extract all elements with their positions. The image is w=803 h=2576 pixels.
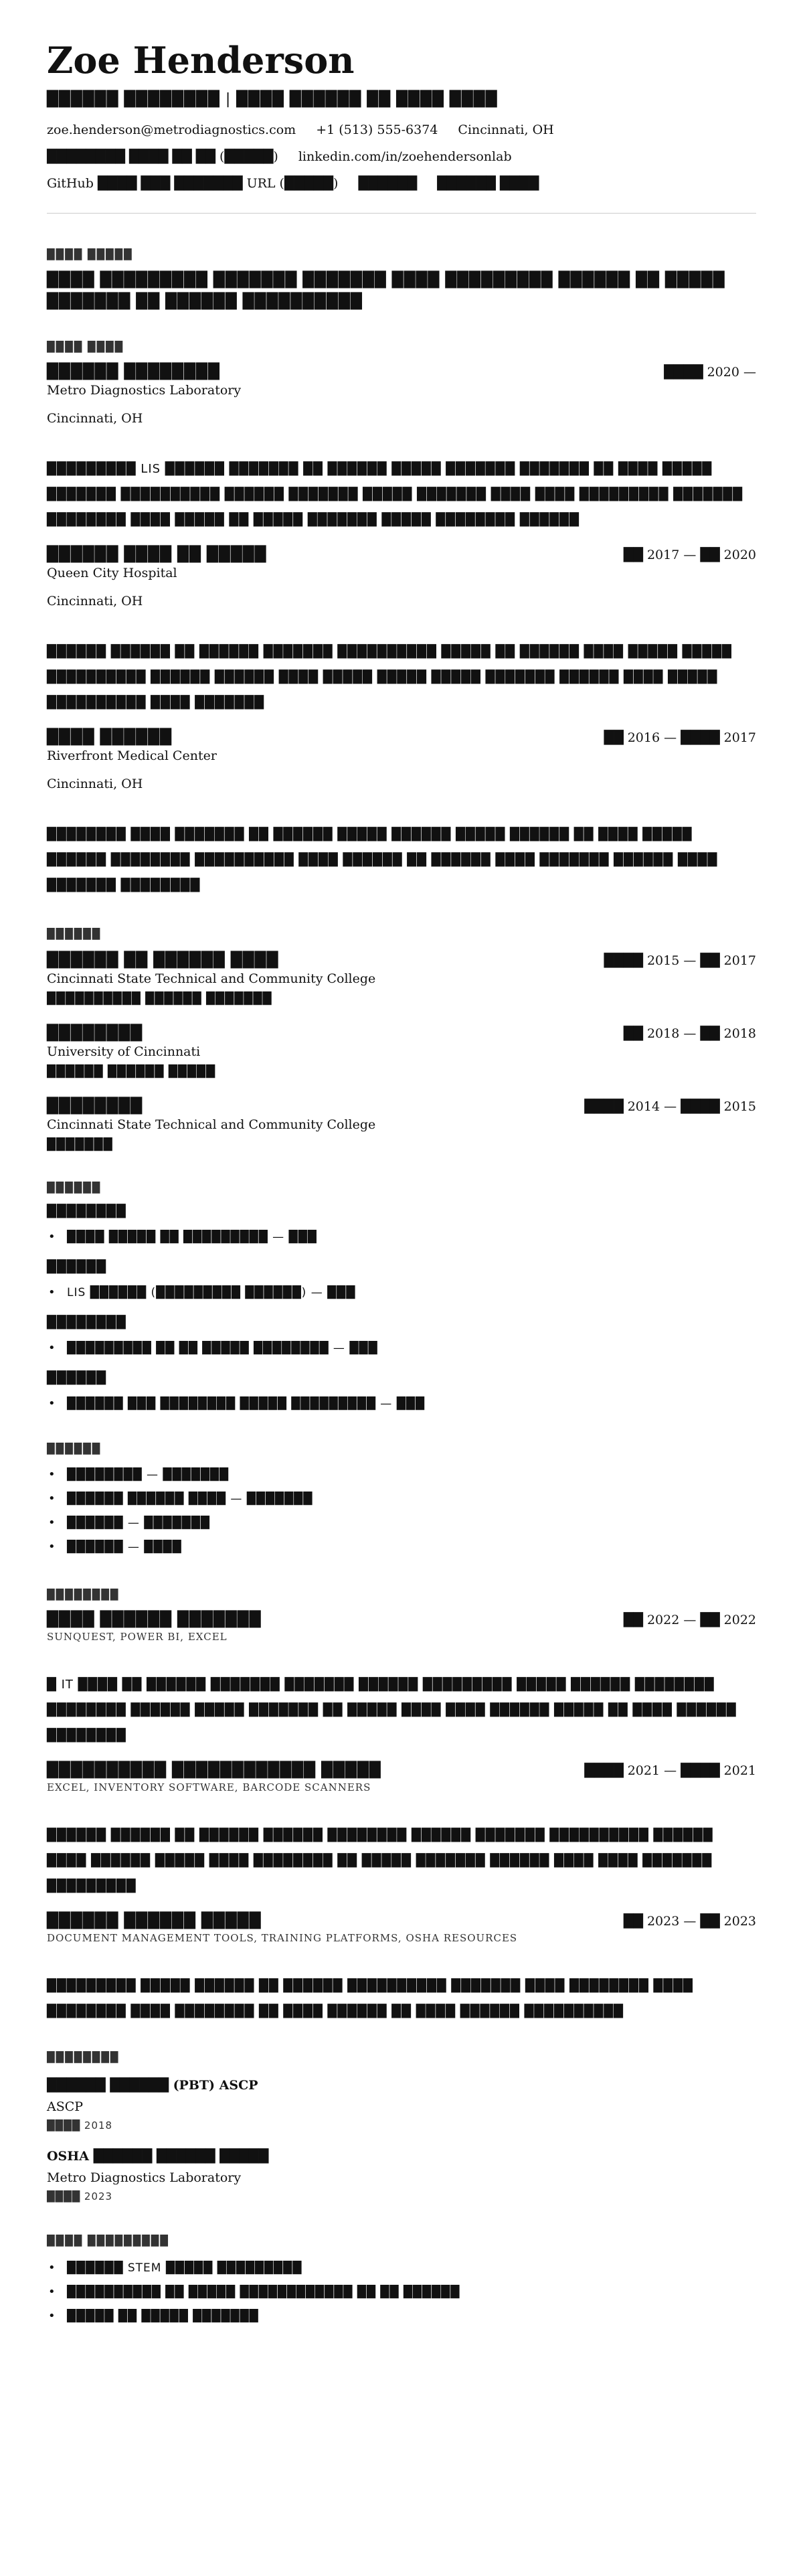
certification-issuer: Metro Diagnostics Laboratory	[47, 2170, 242, 2185]
certification-name: ██████ ██████ (PBT) ASCP	[47, 2078, 258, 2093]
language-item: • ██████ ██████ ████ — ███████	[47, 1487, 756, 1511]
other-heading: ████ █████████	[47, 2235, 169, 2247]
skill-item: • ██████ ███ ████████ █████ █████████ — ███	[47, 1392, 756, 1416]
education-detail: ███████	[47, 1138, 113, 1151]
project-title: ██████████ ████████████ █████	[47, 1762, 381, 1779]
certification-date: ████ 2023	[47, 2190, 113, 2202]
certification-item	[47, 2145, 756, 2205]
education-dates: ████ 2014 — ████ 2015	[584, 1099, 756, 1114]
certification-issuer: ASCP	[47, 2099, 84, 2114]
portfolio-link[interactable]: ████████ ████ ██ ██ (█████)	[47, 149, 278, 164]
languages-heading: ██████	[47, 1443, 102, 1455]
email-link[interactable]: zoe.henderson@metrodiagnostics.com	[47, 123, 296, 137]
project-dates: ██ 2022 — ██ 2022	[623, 1613, 756, 1627]
education-item	[47, 1025, 756, 1082]
summary-text: ████ █████████ ███████ ███████ ████ █████████ ██████ ██ █████ ███████ ██ ██████ ██████████	[47, 272, 725, 310]
project-dates: ██ 2023 — ██ 2023	[623, 1914, 756, 1929]
candidate-name: Zoe Henderson	[47, 39, 355, 82]
language-item: • ██████ — ███████	[47, 1511, 756, 1535]
projects-heading: ████████	[47, 1589, 120, 1601]
school-name: Cincinnati State Technical and Community College	[47, 1117, 376, 1132]
project-description: █ IT ████ ██ ██████ ███████ ███████ ██████ █████████ █████ ██████ ████████ ████████ ██████ █████ ███████ ██ █████ ████ ████ ██████ █████ ██ ████ ██████ ████████	[47, 1678, 737, 1743]
education-detail: ██████████ ██████ ███████	[47, 992, 272, 1005]
project-description: █████████ █████ ██████ ██ ██████ ██████████ ███████ ████ ████████ ████ ████████ ████ ████████ ██ ████ ██████ ██ ████ ██████ ██████████	[47, 1979, 693, 2018]
degree-title: ████████	[47, 1098, 143, 1115]
education-heading: ██████	[47, 928, 102, 940]
job-location: Cincinnati, OH	[47, 411, 143, 426]
project-dates: ████ 2021 — ████ 2021	[584, 1763, 756, 1778]
project-item	[47, 1611, 756, 1749]
education-detail: ██████ ██████ █████	[47, 1065, 216, 1078]
language-item: • ██████ — ████	[47, 1535, 756, 1559]
experience-heading: ████ ████	[47, 341, 124, 353]
skill-item: • █████████ ██ ██ █████ ████████ — ███	[47, 1336, 756, 1360]
project-tech: SUNQUEST, POWER BI, EXCEL	[47, 1631, 228, 1643]
skill-item: • LIS ██████ (█████████ ██████) — ███	[47, 1281, 756, 1305]
education-item	[47, 1098, 756, 1155]
education-dates: ██ 2018 — ██ 2018	[623, 1026, 756, 1041]
job-title: ██████ ████████	[47, 364, 220, 380]
job-dates: ██ 2017 — ██ 2020	[623, 548, 756, 562]
experience-item	[47, 546, 756, 716]
skill-category: ██████	[47, 1260, 107, 1274]
project-description: ██████ ██████ ██ ██████ ██████ ████████ ██████ ███████ ██████████ ██████ ████ ██████ █████ ████ ████████ ██ █████ ███████ ██████ ████ ████ ███████ █████████	[47, 1828, 713, 1893]
certification-date: ████ 2018	[47, 2119, 113, 2131]
certification-name: OSHA ██████ ██████ █████	[47, 2149, 269, 2164]
education-dates: ████ 2015 — ██ 2017	[604, 953, 756, 968]
certification-item	[47, 2074, 756, 2134]
skills-heading: ██████	[47, 1182, 102, 1194]
skill-category: ████████	[47, 1204, 126, 1218]
project-item	[47, 1762, 756, 1899]
job-description: ████████ ████ ███████ ██ ██████ █████ ██████ █████ ██████ ██ ████ █████ ██████ ████████ ██████████ ████ ██████ ██ ██████ ████ ███████ ██████ ████ ███████ ████████	[47, 827, 718, 892]
extra-link-1[interactable]: ██████	[358, 176, 418, 191]
certifications-heading: ████████	[47, 2051, 120, 2063]
skill-category: ██████	[47, 1371, 107, 1385]
skill-group	[47, 1315, 756, 1360]
linkedin-link[interactable]: linkedin.com/in/zoehendersonlab	[298, 149, 512, 164]
education-item	[47, 952, 756, 1009]
project-item	[47, 1913, 756, 2024]
skill-group	[47, 1260, 756, 1305]
experience-item	[47, 729, 756, 898]
job-dates: ██ 2016 — ████ 2017	[604, 730, 756, 745]
job-dates: ████ 2020 —	[664, 365, 756, 380]
job-title: ████ ██████	[47, 729, 173, 746]
contact-row-2	[47, 143, 756, 170]
other-item: • ██████ STEM █████ █████████	[47, 2256, 756, 2280]
other-list	[47, 2256, 756, 2328]
project-tech: EXCEL, INVENTORY SOFTWARE, BARCODE SCANNERS	[47, 1781, 371, 1793]
headline: ██████ ████████ | ████ ██████ ██ ████ ████	[47, 91, 498, 108]
job-description: █████████ LIS ██████ ███████ ██ ██████ █████ ███████ ███████ ██ ████ █████ ███████ ██████████ ██████ ███████ █████ ███████ ████ ████ █████████ ███████ ████████ ████ █████ ██ █████ ███████ █████ ████████ ██████	[47, 462, 743, 527]
job-location: Cincinnati, OH	[47, 594, 143, 609]
other-item: • ██████████ ██ █████ ████████████ ██ ██ ██████	[47, 2280, 756, 2304]
skill-group	[47, 1371, 756, 1416]
job-company: Metro Diagnostics Laboratory	[47, 383, 242, 398]
school-name: University of Cincinnati	[47, 1044, 201, 1059]
skill-item: • ████ █████ ██ █████████ — ███	[47, 1225, 756, 1249]
phone-text: +1 (513) 555-6374	[316, 123, 438, 137]
github-link[interactable]: GitHub ████ ███ ███████ URL (█████)	[47, 176, 339, 191]
degree-title: ██████ ██ ██████ ████	[47, 952, 279, 969]
school-name: Cincinnati State Technical and Community College	[47, 971, 376, 986]
project-title: ████ ██████ ███████	[47, 1611, 262, 1628]
skill-category: ████████	[47, 1315, 126, 1330]
contact-row-3	[47, 170, 756, 197]
job-description: ██████ ██████ ██ ██████ ███████ ██████████ █████ ██ ██████ ████ █████ █████ ██████████ ██████ ██████ ████ █████ █████ █████ ███████ ██████ ████ █████ ██████████ ████ ███████	[47, 645, 732, 710]
job-company: Queen City Hospital	[47, 566, 177, 580]
experience-item	[47, 364, 756, 533]
extra-link-2[interactable]: ██████ ████	[437, 176, 539, 191]
summary-heading: ████ █████	[47, 248, 133, 260]
languages-list	[47, 1463, 756, 1559]
project-tech: DOCUMENT MANAGEMENT TOOLS, TRAINING PLATFORMS, OSHA RESOURCES	[47, 1932, 518, 1944]
skill-group	[47, 1204, 756, 1249]
degree-title: ████████	[47, 1025, 143, 1042]
language-item: • ████████ — ███████	[47, 1463, 756, 1487]
job-location: Cincinnati, OH	[47, 777, 143, 791]
job-company: Riverfront Medical Center	[47, 748, 217, 763]
location-text: Cincinnati, OH	[458, 123, 554, 137]
contact-row-1	[47, 116, 756, 143]
project-title: ██████ ██████ █████	[47, 1913, 262, 1929]
job-title: ██████ ████ ██ █████	[47, 546, 267, 563]
other-item: • █████ ██ █████ ███████	[47, 2304, 756, 2328]
